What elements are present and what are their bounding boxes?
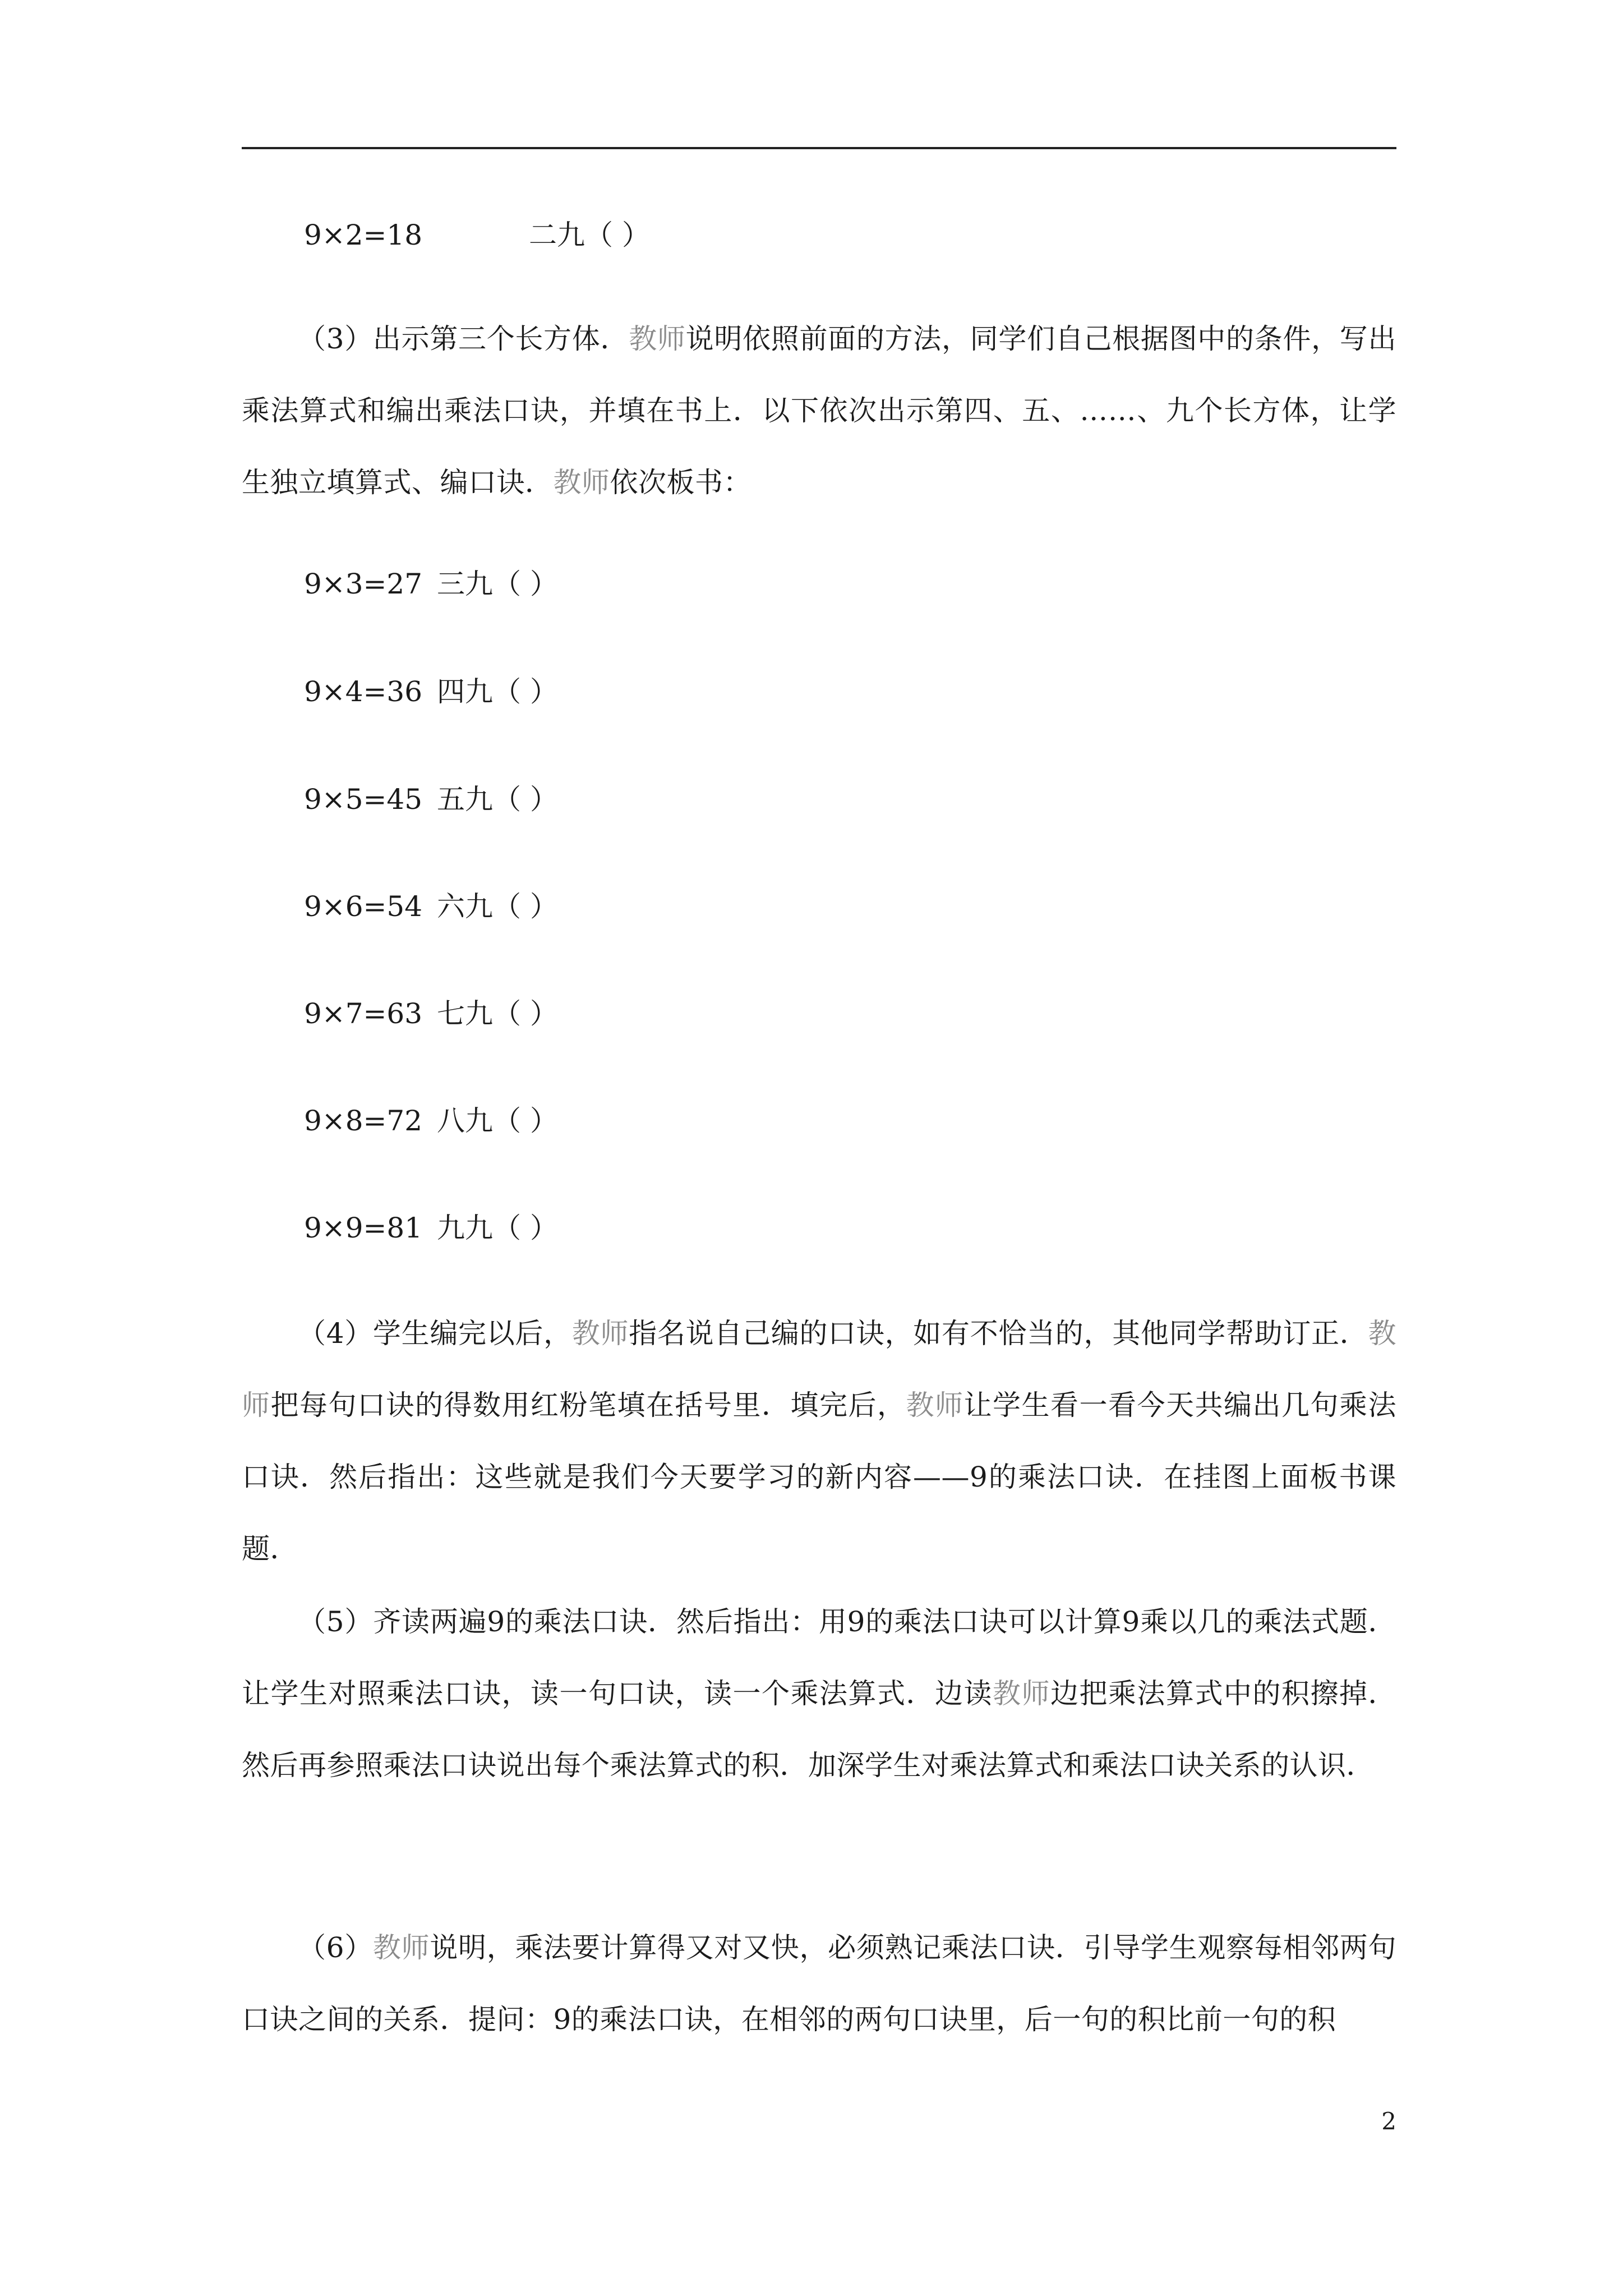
paragraph-text: 让学生看一看今天共编出几句乘法口诀．然后指出：这些就是我们今天要学习的新内容——9的乘法口诀．在挂图上面板书课题． xyxy=(242,1389,1396,1565)
paragraph-4 xyxy=(242,1297,1396,1585)
equation-expression: 9×2=18 xyxy=(304,219,423,251)
equation-expression: 9×4=36 xyxy=(304,675,423,708)
equation-rhyme: 三九（ ） xyxy=(437,568,558,600)
highlight-teacher: 教师 xyxy=(629,323,686,355)
highlight-teacher: 教师 xyxy=(571,1317,629,1350)
equation-rhyme: 八九（ ） xyxy=(437,1105,558,1137)
equation-rhyme: 六九（ ） xyxy=(437,890,558,923)
paragraph-3 xyxy=(242,303,1396,518)
paragraph-text: （6） xyxy=(298,1931,373,1964)
equation-expression: 9×6=54 xyxy=(304,890,423,923)
paragraph-text: 指名说自己编的口诀，如有不恰当的，其他同学帮助订正． xyxy=(629,1317,1368,1350)
paragraph-text: 把每句口诀的得数用红粉笔填在括号里．填完后， xyxy=(270,1389,906,1421)
paragraph-text: 边把乘法算式中的积擦掉．然后再参照乘法口诀说出每个乘法算式的积．加深学生对乘法算式和乘法口诀关系的认识． xyxy=(242,1677,1396,1782)
equation-rhyme: 五九（ ） xyxy=(437,783,558,816)
equation-expression: 9×8=72 xyxy=(304,1105,423,1137)
highlight-teacher: 教师 xyxy=(906,1389,964,1421)
highlight-teacher: 教师 xyxy=(553,466,610,499)
highlight-teacher: 教师 xyxy=(993,1677,1050,1710)
paragraph-text: （5）齐读两遍9的乘法口诀．然后指出：用9的乘法口诀可以计算9乘以几的乘法式题．让学生对照乘法口诀，读一句口诀，读一个乘法算式．边读 xyxy=(242,1605,1396,1710)
paragraph-6 xyxy=(242,1912,1396,2055)
equation-expression: 9×9=81 xyxy=(304,1212,423,1244)
paragraph-text: （4）学生编完以后， xyxy=(298,1317,572,1350)
paragraph-text: 说明依照前面的方法，同学们自己根据图中的条件，写出乘法算式和编出乘法口诀，并填在书上．以下依次出示第四、五、……、九个长方体，让学生独立填算式、编口诀． xyxy=(242,323,1397,499)
paragraph-5 xyxy=(242,1586,1396,1801)
paragraph-text: （3）出示第三个长方体． xyxy=(298,323,629,355)
equation-rhyme: 九九（ ） xyxy=(437,1212,558,1244)
equation-rhyme: 四九（ ） xyxy=(437,675,558,708)
equation-line xyxy=(304,889,558,924)
highlight-teacher: 教师 xyxy=(242,1317,1397,1421)
paragraph-text: 依次板书： xyxy=(610,466,751,499)
paragraph-text: 说明，乘法要计算得又对又快，必须熟记乘法口诀．引导学生观察每相邻两句口诀之间的关系．提问：9的乘法口诀，在相邻的两句口诀里，后一句的积比前一句的积 xyxy=(242,1931,1397,2036)
equation-expression: 9×5=45 xyxy=(304,783,423,816)
equation-line xyxy=(304,996,558,1031)
equation-rhyme: 七九（ ） xyxy=(437,997,558,1030)
highlight-teacher: 教师 xyxy=(372,1931,430,1964)
equation-line xyxy=(304,1103,558,1138)
header-rule xyxy=(242,147,1396,149)
equation-rhyme: 二九（ ） xyxy=(529,219,650,251)
equation-line xyxy=(304,1211,558,1245)
equation-line xyxy=(304,782,558,817)
equation-expression: 9×7=63 xyxy=(304,997,423,1030)
equation-expression: 9×3=27 xyxy=(304,568,423,600)
equation-line xyxy=(304,674,558,709)
page-number: 2 xyxy=(1381,2108,1396,2135)
equation-line-9x2 xyxy=(304,218,650,252)
equation-line xyxy=(304,567,558,601)
